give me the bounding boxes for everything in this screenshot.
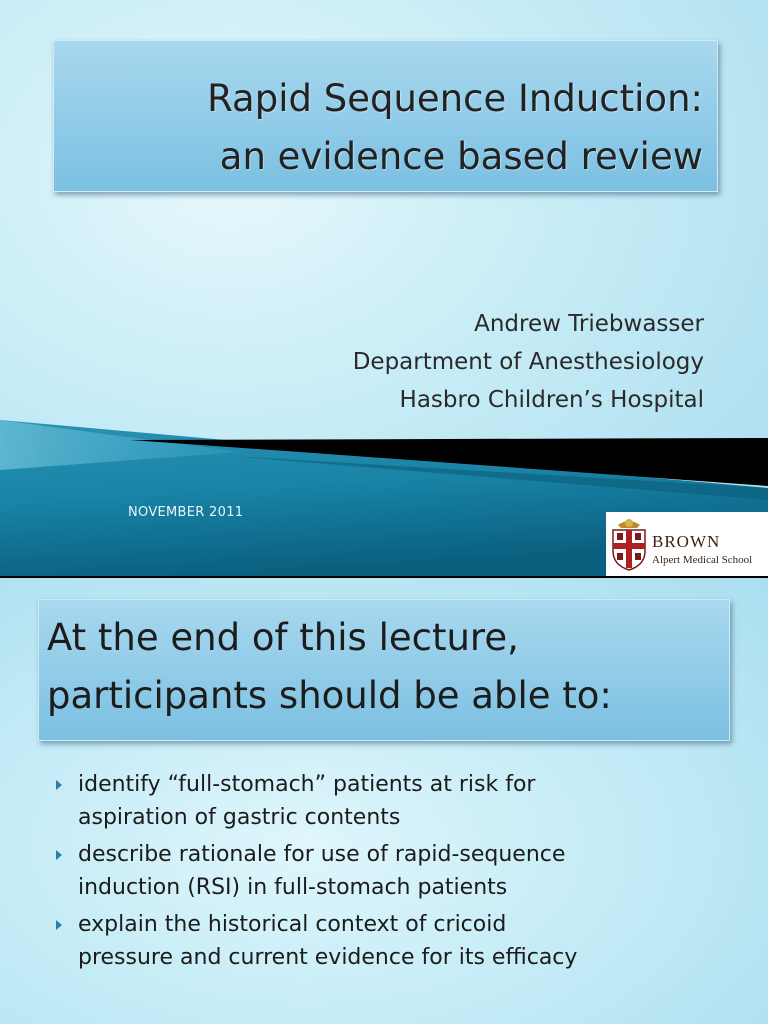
author-name: Andrew Triebwasser: [474, 311, 704, 337]
bullet-text-line: identify “full-stomach” patients at risk for: [78, 772, 536, 797]
list-item: [50, 838, 750, 904]
logo-subtitle: Alpert Medical School: [652, 554, 753, 566]
objectives-slide: [0, 578, 768, 1024]
bullet-text-line: describe rationale for use of rapid-sequence: [78, 842, 566, 867]
list-item: [50, 768, 750, 834]
logo-name: BROWN: [652, 532, 721, 551]
slide-title-line-1: Rapid Sequence Induction:: [207, 77, 703, 120]
brown-logo: [606, 512, 768, 576]
bullet-text-line: induction (RSI) in full-stomach patients: [78, 875, 508, 900]
bullet-arrow-icon: [56, 780, 62, 790]
hospital-name: Hasbro Children’s Hospital: [399, 387, 704, 413]
bullet-text-line: pressure and current evidence for its efficacy: [78, 945, 578, 970]
slide-title-line-2: participants should be able to:: [47, 674, 612, 717]
department-name: Department of Anesthesiology: [352, 349, 704, 375]
objectives-list: [50, 768, 750, 978]
slide-title-line-1: At the end of this lecture,: [47, 616, 519, 659]
list-item: [50, 908, 750, 974]
bullet-text-line: explain the historical context of cricoid: [78, 912, 507, 937]
title-box: [38, 599, 730, 741]
presentation-date: NOVEMBER 2011: [128, 505, 244, 520]
bullet-arrow-icon: [56, 850, 62, 860]
brown-shield-icon: [610, 515, 648, 571]
bullet-arrow-icon: [56, 920, 62, 930]
bullet-text-line: aspiration of gastric contents: [78, 805, 401, 830]
slide-title-line-2: an evidence based review: [219, 135, 703, 178]
